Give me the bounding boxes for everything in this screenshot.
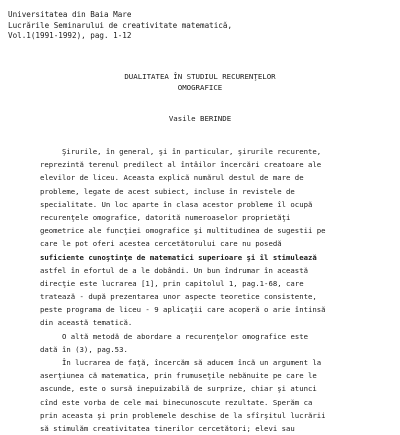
title-line-1: DUALITATEA ÎN STUDIUL RECURENŢELOR <box>124 72 276 81</box>
body-line: În lucrarea de faţă, încercăm să aducem încă un argument la <box>62 358 322 367</box>
header-volume: Vol.1(1991-1992), pag. 1-12 <box>8 31 132 40</box>
body-line: aserţiunea că matematica, prin frumuseţile nebănuite pe care le <box>40 371 317 381</box>
body-line: prin aceasta şi prin problemele deschise de la sfîrşitul lucrării <box>40 410 326 420</box>
body-text <box>40 145 392 435</box>
body-line: dată în (3), pag.53. <box>40 344 128 354</box>
body-line: reprezintă terenul predilect al întâilor încercări creatoare ale <box>40 160 322 170</box>
header-seminar: Lucrările Seminarului de creativitate matematică, <box>8 20 233 30</box>
body-line: elevilor de liceu. Aceasta explică numărul destul de mare de <box>40 173 304 183</box>
body-line: peste programa de liceu - 9 aplicaţii care acoperă o arie întinsă <box>40 305 326 315</box>
body-line: probleme, legate de acest subiect, incluse în revistele de <box>40 186 295 196</box>
publication-header <box>8 10 232 42</box>
body-line: tratează - după prezentarea unor aspecte teoretice consistente, <box>40 292 317 302</box>
body-line: suficiente cunoştinţe de matematici superioare şi îl stimulează <box>40 252 317 262</box>
body-line: astfel în efortul de a le dobândi. Un bun îndrumar în această <box>40 265 308 275</box>
paper-author: Vasile BERINDE <box>168 114 232 123</box>
header-university: Universitatea din Baia Mare <box>8 10 132 19</box>
body-line: din această tematică. <box>40 318 133 328</box>
paper-title <box>0 72 400 93</box>
body-line: ascunde, este o sursă inepuizabilă de surprize, chiar şi atunci <box>40 384 317 394</box>
body-line: specialitate. Un loc aparte în clasa acestor probleme îl ocupă <box>40 199 313 209</box>
body-line: Şirurile, în general, şi în particular, şirurile recurente, <box>62 147 322 156</box>
body-line: O altă metodă de abordare a recurenţelor omografice este <box>62 331 309 341</box>
body-line: geometrice ale funcţiei omografice şi multitudinea de sugestii pe <box>40 226 326 236</box>
body-line: direcţie este lucrarea [1], prin capitolul 1, pag.1-68, care <box>40 278 304 288</box>
body-line: să stimulăm creativitatea tinerilor cercetători; elevi sau <box>40 423 295 433</box>
title-line-2: OMOGRAFICE <box>177 82 223 92</box>
body-line: care le pot oferi acestea cercetătorului care nu posedă <box>40 239 282 249</box>
body-line: recurenţele omografice, datorită numeroaselor proprietăţi <box>40 212 291 222</box>
body-line: cînd este vorba de cele mai binecunoscute rezultate. Sperăm ca <box>40 397 313 407</box>
